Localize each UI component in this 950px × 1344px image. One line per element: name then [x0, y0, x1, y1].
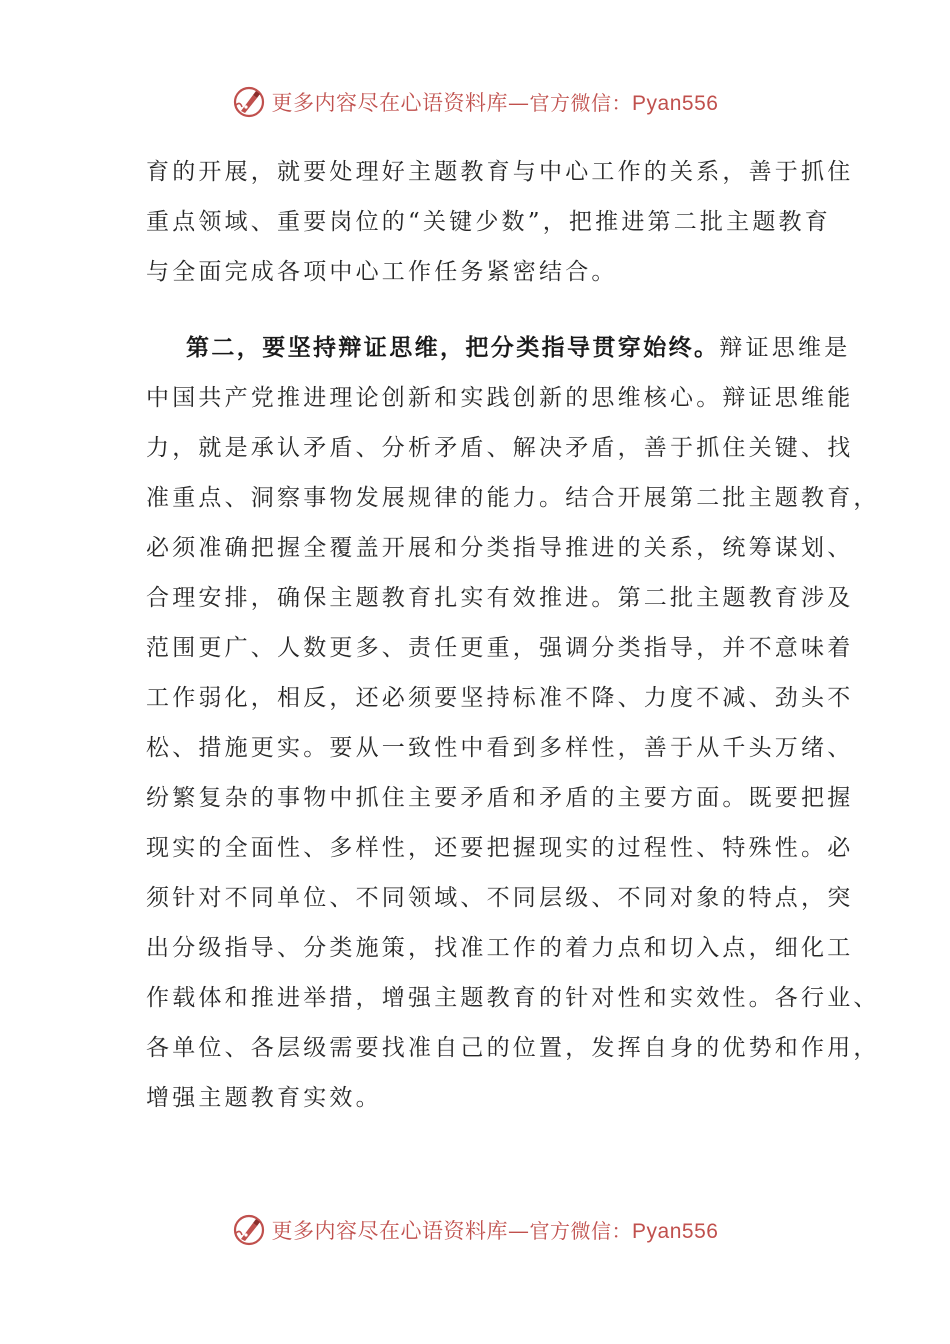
paragraph-2-line-1 — [146, 323, 851, 373]
header-banner-text — [272, 87, 719, 117]
footer-separator: — — [508, 1219, 530, 1243]
paragraph-2-heading: 第二，要坚持辩证思维，把分类指导贯穿始终。 — [186, 335, 720, 361]
paragraph-2-line-5: 必须准确把握全覆盖开展和分类指导推进的关系，统筹谋划、 — [146, 535, 854, 561]
paragraph-2-line-13: 出分级指导、分类施策，找准工作的着力点和切入点，细化工 — [146, 935, 854, 961]
header-wechat-label: 官方微信： — [529, 91, 633, 115]
paragraph-1-line-3: 与全面完成各项中心工作任务紧密结合。 — [146, 259, 618, 285]
footer-banner-text — [272, 1215, 719, 1245]
paragraph-2-line-8: 工作弱化，相反，还必须要坚持标准不降、力度不减、劲头不 — [146, 685, 854, 711]
paragraph-2-line-16: 增强主题教育实效。 — [146, 1085, 382, 1111]
paragraph-2-line-15: 各单位、各层级需要找准自己的位置，发挥自身的优势和作用， — [146, 1035, 880, 1061]
paragraph-1-line-2: 重点领域、重要岗位的“关键少数”，把推进第二批主题教育 — [146, 209, 831, 235]
header-brand: 更多内容尽在心语资料库 — [271, 91, 509, 115]
paragraph-2-line-3: 力，就是承认矛盾、分析矛盾、解决矛盾，善于抓住关键、找 — [146, 435, 854, 461]
paragraph-2-line-14: 作载体和推进举措，增强主题教育的针对性和实效性。各行业、 — [146, 985, 880, 1011]
paragraph-2-line-10: 纷繁复杂的事物中抓住主要矛盾和矛盾的主要方面。既要把握 — [146, 785, 854, 811]
footer-brand: 更多内容尽在心语资料库 — [271, 1219, 509, 1243]
paragraph-2-line-11: 现实的全面性、多样性，还要把握现实的过程性、特殊性。必 — [146, 835, 854, 861]
header-separator: — — [508, 91, 530, 115]
paragraph-2-first-rest: 辩证思维是 — [719, 335, 851, 361]
footer-wechat-id: Pyan556 — [632, 1220, 719, 1243]
pen-nib-logo-icon — [232, 85, 266, 119]
header-banner — [0, 82, 950, 122]
paragraph-gap — [146, 297, 816, 323]
paragraph-2-line-7: 范围更广、人数更多、责任更重，强调分类指导，并不意味着 — [146, 635, 854, 661]
paragraph-2-line-6: 合理安排，确保主题教育扎实有效推进。第二批主题教育涉及 — [146, 585, 854, 611]
paragraph-2-line-12: 须针对不同单位、不同领域、不同层级、不同对象的特点，突 — [146, 885, 854, 911]
paragraph-1-line-1: 育的开展，就要处理好主题教育与中心工作的关系，善于抓住 — [146, 159, 854, 185]
paragraph-2-line-9: 松、措施更实。要从一致性中看到多样性，善于从千头万绪、 — [146, 735, 854, 761]
footer-wechat-label: 官方微信： — [529, 1219, 633, 1243]
document-body — [146, 147, 880, 1123]
paragraph-2-line-2: 中国共产党推进理论创新和实践创新的思维核心。辩证思维能 — [146, 385, 854, 411]
footer-banner — [0, 1210, 950, 1250]
header-wechat-id: Pyan556 — [632, 92, 719, 115]
paragraph-2-line-4: 准重点、洞察事物发展规律的能力。结合开展第二批主题教育， — [146, 485, 880, 511]
pen-nib-logo-icon — [232, 1213, 266, 1247]
